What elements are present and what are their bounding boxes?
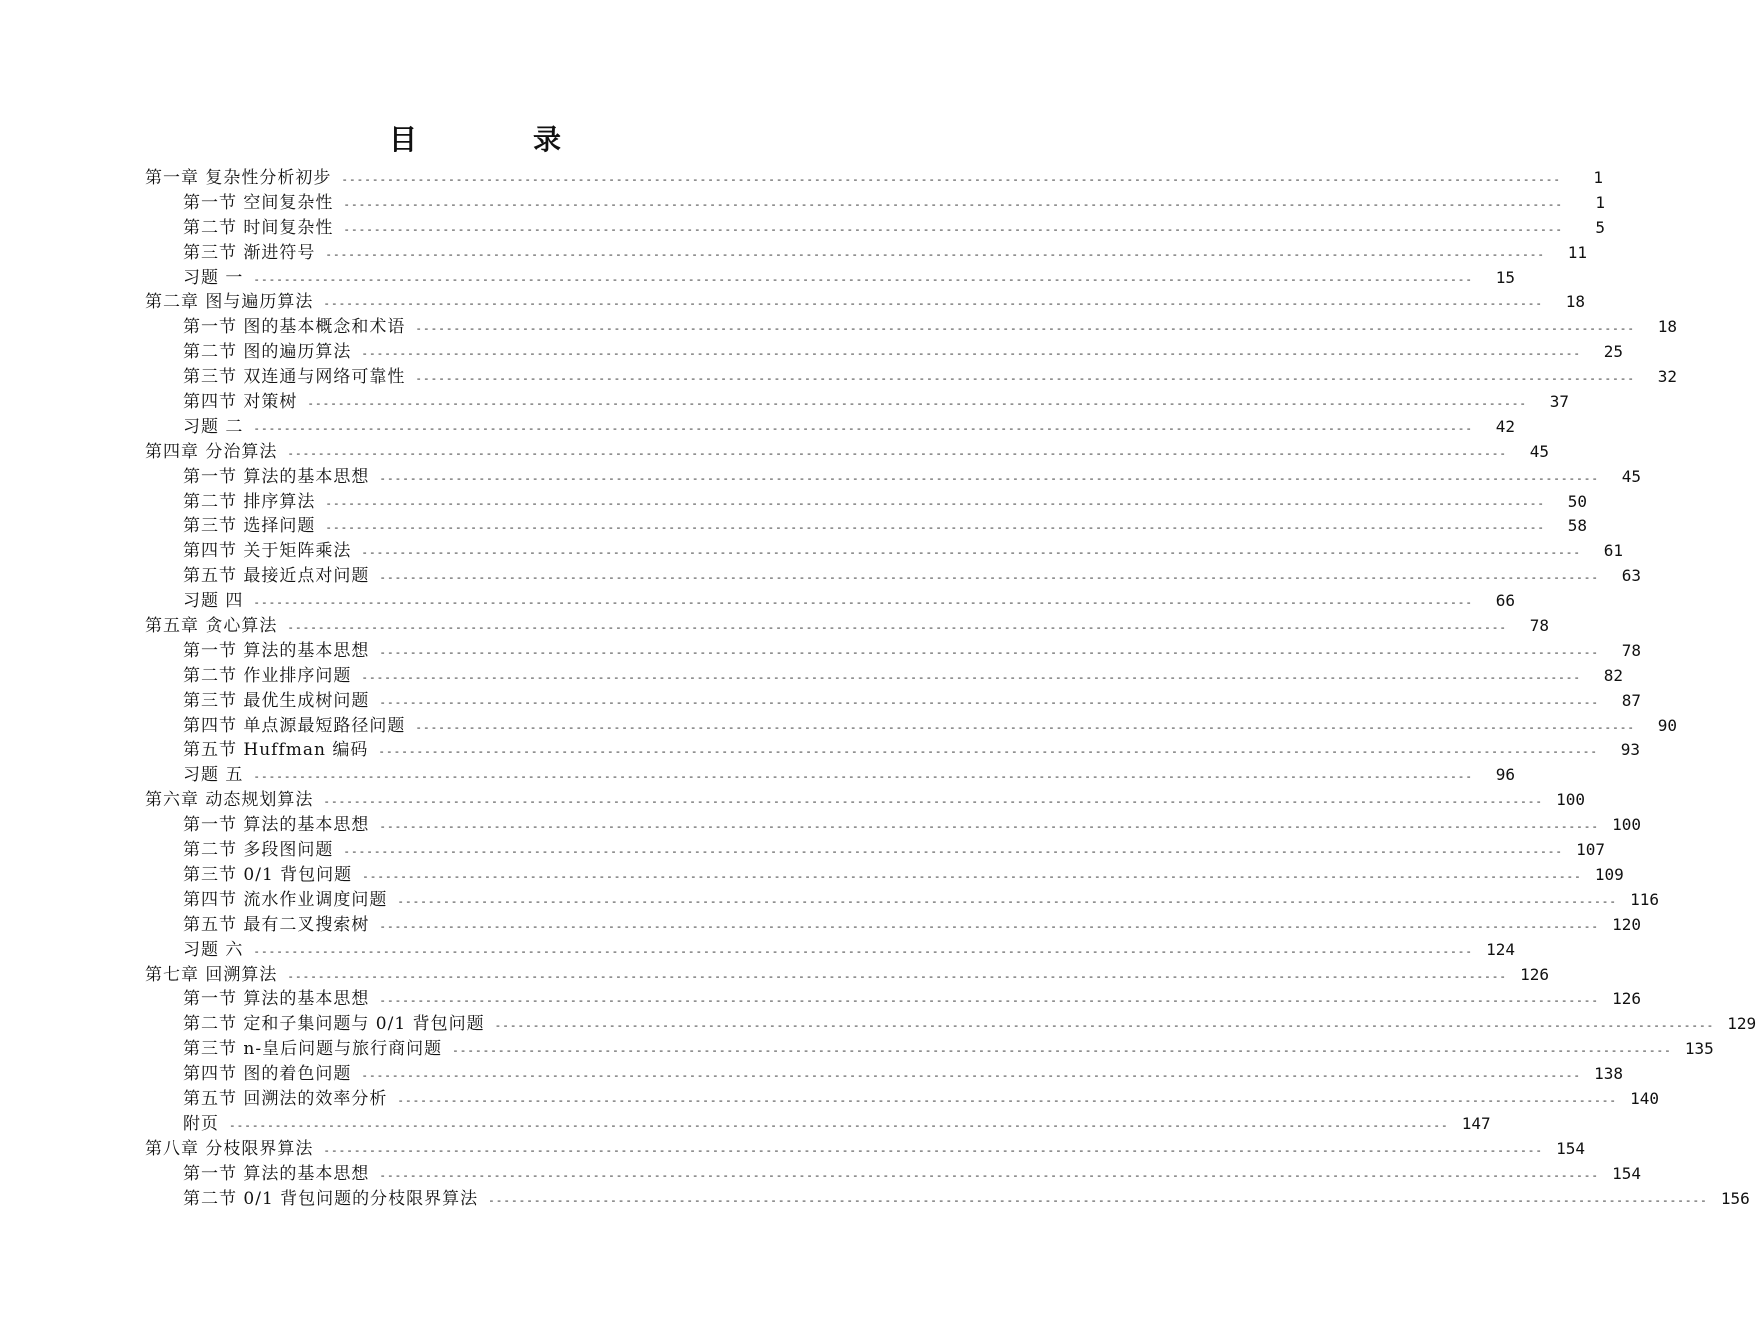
toc-page-number: 138 xyxy=(1594,1064,1624,1084)
toc-page-number: 96 xyxy=(1495,765,1516,785)
toc-section-entry[interactable] xyxy=(145,689,1642,714)
toc-entry-label: 第五节 最接近点对问题 xyxy=(183,566,370,587)
toc-page-number: 78 xyxy=(1621,640,1642,660)
dot-leader: ---------------------------------------------------------------------------------------------------------------------------------------------------------------- xyxy=(253,944,1474,958)
toc-entry-label: 第二节 定和子集问题与 0/1 背包问题 xyxy=(183,1014,485,1035)
dot-leader: ---------------------------------------------------------------------------------------------------------------------------------------------------------------- xyxy=(361,670,1582,684)
dot-leader: ---------------------------------------------------------------------------------------------------------------------------------------------------------------- xyxy=(253,770,1474,784)
toc-section-entry[interactable] xyxy=(145,390,1570,415)
toc-section-entry[interactable] xyxy=(145,589,1516,614)
dot-leader: ---------------------------------------------------------------------------------------------------------------------------------------------------------------- xyxy=(379,820,1600,834)
dot-leader: ---------------------------------------------------------------------------------------------------------------------------------------------------------------- xyxy=(325,496,1546,510)
toc-page-number: 90 xyxy=(1657,715,1678,735)
toc-entry-label: 第四章 分治算法 xyxy=(145,441,278,462)
dot-leader: ---------------------------------------------------------------------------------------------------------------------------------------------------------------- xyxy=(343,197,1564,211)
toc-entry-label: 第三节 双连通与网络可靠性 xyxy=(183,367,406,388)
toc-page-number: 135 xyxy=(1684,1039,1714,1059)
toc-section-entry[interactable] xyxy=(145,1062,1624,1087)
toc-entry-label: 第二节 时间复杂性 xyxy=(183,217,334,238)
toc-page-number: 124 xyxy=(1486,939,1516,959)
toc-entry-label: 习题 二 xyxy=(183,416,244,437)
toc-section-entry[interactable] xyxy=(145,863,1624,888)
toc-entry-label: 习题 一 xyxy=(183,267,244,288)
toc-entry-label: 第二章 图与遍历算法 xyxy=(145,292,314,313)
dot-leader: ---------------------------------------------------------------------------------------------------------------------------------------------------------------- xyxy=(253,272,1474,286)
toc-section-entry[interactable] xyxy=(145,813,1642,838)
toc-entry-label: 第一节 算法的基本思想 xyxy=(183,1163,370,1184)
toc-entry-label: 附页 xyxy=(183,1113,219,1134)
toc-page-number: 100 xyxy=(1556,790,1586,810)
toc-title: 目 录 xyxy=(388,123,605,156)
toc-page-number: 15 xyxy=(1495,267,1516,287)
dot-leader: ---------------------------------------------------------------------------------------------------------------------------------------------------------------- xyxy=(325,521,1546,535)
toc-entry-label: 第一节 算法的基本思想 xyxy=(183,466,370,487)
dot-leader: ---------------------------------------------------------------------------------------------------------------------------------------------------------------- xyxy=(229,1118,1449,1132)
dot-leader: ---------------------------------------------------------------------------------------------------------------------------------------------------------------- xyxy=(379,1168,1600,1182)
toc-section-entry[interactable] xyxy=(145,1187,1750,1212)
toc-entry-label: 第一节 算法的基本思想 xyxy=(183,640,370,661)
dot-leader: ---------------------------------------------------------------------------------------------------------------------------------------------------------------- xyxy=(361,347,1582,361)
toc-entry-label: 第五章 贪心算法 xyxy=(145,616,278,637)
toc-section-entry[interactable] xyxy=(145,987,1642,1012)
toc-entry-label: 第三节 n-皇后问题与旅行商问题 xyxy=(183,1039,443,1060)
toc-page-number: 129 xyxy=(1727,1014,1756,1034)
toc-page-number: 109 xyxy=(1594,864,1624,884)
toc-entry-label: 习题 五 xyxy=(183,765,244,786)
dot-leader: ---------------------------------------------------------------------------------------------------------------------------------------------------------------- xyxy=(323,795,1544,809)
dot-leader: ---------------------------------------------------------------------------------------------------------------------------------------------------------------- xyxy=(362,869,1582,883)
toc-entry-label: 第四节 关于矩阵乘法 xyxy=(183,541,352,562)
toc-chapter-entry[interactable] xyxy=(145,290,1586,315)
dot-leader: ---------------------------------------------------------------------------------------------------------------------------------------------------------------- xyxy=(307,397,1528,411)
toc-section-entry[interactable] xyxy=(145,365,1678,390)
dot-leader: ---------------------------------------------------------------------------------------------------------------------------------------------------------------- xyxy=(361,1069,1582,1083)
toc-page-number: 25 xyxy=(1603,342,1624,362)
toc-page-number: 5 xyxy=(1595,217,1606,237)
toc-entry-label: 第三节 选择问题 xyxy=(183,516,316,537)
toc-entry-label: 第五节 Huffman 编码 xyxy=(183,740,369,761)
dot-leader: ---------------------------------------------------------------------------------------------------------------------------------------------------------------- xyxy=(379,645,1600,659)
toc-entry-label: 第一节 算法的基本思想 xyxy=(183,815,370,836)
toc-section-entry[interactable] xyxy=(145,838,1606,863)
dot-leader: ---------------------------------------------------------------------------------------------------------------------------------------------------------------- xyxy=(415,720,1636,734)
toc-page-number: 147 xyxy=(1461,1113,1491,1133)
dot-leader: ---------------------------------------------------------------------------------------------------------------------------------------------------------------- xyxy=(325,247,1546,261)
toc-section-entry[interactable] xyxy=(145,1037,1714,1062)
dot-leader: ---------------------------------------------------------------------------------------------------------------------------------------------------------------- xyxy=(378,745,1598,759)
toc-page-number: 156 xyxy=(1720,1188,1750,1208)
toc-entry-label: 第一章 复杂性分析初步 xyxy=(145,168,332,188)
dot-leader: ---------------------------------------------------------------------------------------------------------------------------------------------------------------- xyxy=(379,571,1600,585)
toc-page-number: 1 xyxy=(1595,192,1606,212)
toc-list xyxy=(145,166,1756,1211)
dot-leader: ---------------------------------------------------------------------------------------------------------------------------------------------------------------- xyxy=(343,222,1564,236)
dot-leader: ---------------------------------------------------------------------------------------------------------------------------------------------------------------- xyxy=(397,894,1618,908)
toc-page-number: 11 xyxy=(1567,242,1588,262)
dot-leader: ---------------------------------------------------------------------------------------------------------------------------------------------------------------- xyxy=(343,845,1564,859)
toc-page-number: 78 xyxy=(1529,616,1550,636)
toc-chapter-entry[interactable] xyxy=(145,1137,1586,1162)
toc-section-entry[interactable] xyxy=(145,938,1516,963)
toc-entry-label: 第三节 0/1 背包问题 xyxy=(183,864,353,885)
toc-section-entry[interactable] xyxy=(145,340,1624,365)
toc-section-entry[interactable] xyxy=(145,763,1516,788)
toc-section-entry[interactable] xyxy=(145,738,1640,763)
toc-page-number: 32 xyxy=(1657,367,1678,387)
toc-page-number: 1 xyxy=(1593,168,1604,187)
toc-page-number: 18 xyxy=(1657,317,1678,337)
toc-section-entry[interactable] xyxy=(145,216,1606,241)
toc-section-entry[interactable] xyxy=(145,1012,1756,1037)
dot-leader: ---------------------------------------------------------------------------------------------------------------------------------------------------------------- xyxy=(415,322,1636,336)
toc-section-entry[interactable] xyxy=(145,266,1516,291)
dot-leader: ---------------------------------------------------------------------------------------------------------------------------------------------------------------- xyxy=(379,919,1600,933)
toc-page-number: 82 xyxy=(1603,665,1624,685)
toc-entry-label: 第二节 作业排序问题 xyxy=(183,665,352,686)
toc-page-number: 42 xyxy=(1495,416,1516,436)
toc-entry-label: 第一节 空间复杂性 xyxy=(183,192,334,213)
toc-page-number: 45 xyxy=(1621,466,1642,486)
dot-leader: ---------------------------------------------------------------------------------------------------------------------------------------------------------------- xyxy=(415,372,1636,386)
toc-chapter-entry[interactable] xyxy=(145,963,1550,988)
toc-page-number: 37 xyxy=(1549,392,1570,412)
toc-entry-label: 第五节 回溯法的效率分析 xyxy=(183,1088,388,1109)
dot-leader: ---------------------------------------------------------------------------------------------------------------------------------------------------------------- xyxy=(287,621,1508,635)
toc-entry-label: 第二节 图的遍历算法 xyxy=(183,342,352,363)
toc-section-entry[interactable] xyxy=(145,1112,1491,1137)
toc-section-entry[interactable] xyxy=(145,415,1516,440)
toc-entry-label: 第三节 最优生成树问题 xyxy=(183,690,370,711)
toc-page-number: 154 xyxy=(1612,1163,1642,1183)
toc-page-number: 66 xyxy=(1495,591,1516,611)
toc-chapter-entry[interactable] xyxy=(145,440,1550,465)
dot-leader: ---------------------------------------------------------------------------------------------------------------------------------------------------------------- xyxy=(379,695,1600,709)
toc-section-entry[interactable] xyxy=(145,714,1678,739)
dot-leader: ---------------------------------------------------------------------------------------------------------------------------------------------------------------- xyxy=(494,1019,1715,1033)
toc-section-entry[interactable] xyxy=(145,1162,1642,1187)
toc-page-number: 63 xyxy=(1621,566,1642,586)
toc-section-entry[interactable] xyxy=(145,241,1588,266)
dot-leader: ---------------------------------------------------------------------------------------------------------------------------------------------------------------- xyxy=(379,994,1600,1008)
toc-entry-label: 第六章 动态规划算法 xyxy=(145,790,314,811)
toc-entry-label: 第三节 渐进符号 xyxy=(183,242,316,263)
toc-section-entry[interactable] xyxy=(145,888,1660,913)
toc-page-number: 100 xyxy=(1612,815,1642,835)
dot-leader: ---------------------------------------------------------------------------------------------------------------------------------------------------------------- xyxy=(488,1193,1708,1207)
toc-section-entry[interactable] xyxy=(145,490,1588,515)
toc-section-entry[interactable] xyxy=(145,564,1642,589)
toc-page-number: 61 xyxy=(1603,541,1624,561)
toc-entry-label: 习题 四 xyxy=(183,591,244,612)
dot-leader: ---------------------------------------------------------------------------------------------------------------------------------------------------------------- xyxy=(379,471,1600,485)
toc-entry-label: 第四节 流水作业调度问题 xyxy=(183,889,388,910)
toc-entry-label: 第四节 图的着色问题 xyxy=(183,1064,352,1085)
toc-section-entry[interactable] xyxy=(145,664,1624,689)
dot-leader: ---------------------------------------------------------------------------------------------------------------------------------------------------------------- xyxy=(341,173,1562,186)
dot-leader: ---------------------------------------------------------------------------------------------------------------------------------------------------------------- xyxy=(253,596,1474,610)
toc-page-number: 120 xyxy=(1612,914,1642,934)
toc-entry-label: 第七章 回溯算法 xyxy=(145,964,278,985)
dot-leader: ---------------------------------------------------------------------------------------------------------------------------------------------------------------- xyxy=(452,1044,1672,1058)
dot-leader: ---------------------------------------------------------------------------------------------------------------------------------------------------------------- xyxy=(323,297,1544,311)
toc-page-number: 93 xyxy=(1620,740,1640,760)
toc-page-number: 116 xyxy=(1630,889,1660,909)
toc-entry-label: 第二节 多段图问题 xyxy=(183,840,334,861)
toc-section-entry[interactable] xyxy=(145,639,1642,664)
dot-leader: ---------------------------------------------------------------------------------------------------------------------------------------------------------------- xyxy=(253,421,1474,435)
toc-entry-label: 第二节 排序算法 xyxy=(183,491,316,512)
toc-page-number: 50 xyxy=(1567,491,1588,511)
toc-entry-label: 第五节 最有二叉搜索树 xyxy=(183,914,370,935)
toc-section-entry[interactable] xyxy=(145,514,1588,539)
toc-section-entry[interactable] xyxy=(145,539,1624,564)
toc-page-number: 87 xyxy=(1621,690,1642,710)
toc-page-number: 107 xyxy=(1576,840,1606,860)
toc-section-entry[interactable] xyxy=(145,315,1678,340)
toc-entry-label: 第四节 对策树 xyxy=(183,392,298,413)
toc-page-number: 140 xyxy=(1630,1088,1660,1108)
toc-page-number: 126 xyxy=(1520,964,1550,984)
toc-page-number: 45 xyxy=(1529,441,1550,461)
toc-entry-label: 第二节 0/1 背包问题的分枝限界算法 xyxy=(183,1188,479,1209)
dot-leader: ---------------------------------------------------------------------------------------------------------------------------------------------------------------- xyxy=(287,969,1508,983)
toc-entry-label: 第八章 分枝限界算法 xyxy=(145,1138,314,1159)
toc-entry-label: 第一节 算法的基本思想 xyxy=(183,989,370,1010)
toc-entry-label: 习题 六 xyxy=(183,939,244,960)
toc-section-entry[interactable] xyxy=(145,913,1642,938)
toc-section-entry[interactable] xyxy=(145,1087,1660,1112)
dot-leader: ---------------------------------------------------------------------------------------------------------------------------------------------------------------- xyxy=(323,1143,1544,1157)
toc-page-number: 126 xyxy=(1612,989,1642,1009)
dot-leader: ---------------------------------------------------------------------------------------------------------------------------------------------------------------- xyxy=(287,446,1508,460)
toc-chapter-entry[interactable] xyxy=(145,788,1586,813)
dot-leader: ---------------------------------------------------------------------------------------------------------------------------------------------------------------- xyxy=(361,546,1582,560)
toc-page-number: 18 xyxy=(1565,292,1586,312)
toc-section-entry[interactable] xyxy=(145,191,1606,216)
toc-page-number: 154 xyxy=(1556,1138,1586,1158)
toc-chapter-entry[interactable] xyxy=(145,166,1604,191)
toc-entry-label: 第一节 图的基本概念和术语 xyxy=(183,317,406,338)
toc-page-number: 58 xyxy=(1567,516,1588,536)
dot-leader: ---------------------------------------------------------------------------------------------------------------------------------------------------------------- xyxy=(397,1093,1618,1107)
toc-chapter-entry[interactable] xyxy=(145,614,1550,639)
toc-section-entry[interactable] xyxy=(145,465,1642,490)
toc-entry-label: 第四节 单点源最短路径问题 xyxy=(183,715,406,736)
